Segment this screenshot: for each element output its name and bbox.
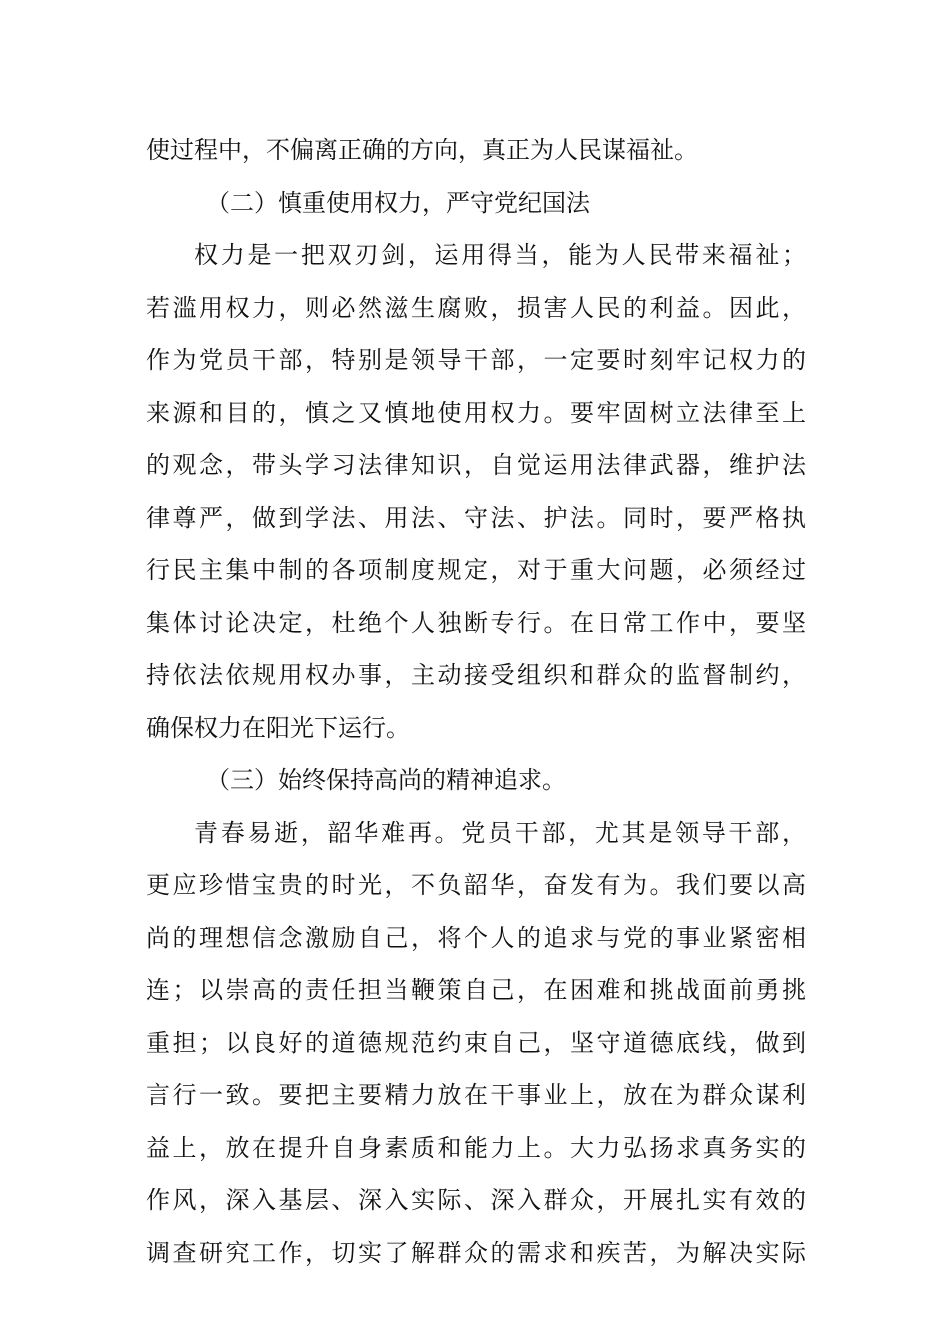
section-heading: （二）慎重使用权力，严守党纪国法 xyxy=(206,188,590,217)
text-line: 作风，深入基层、深入实际、深入群众，开展扎实有效的 xyxy=(146,1186,806,1214)
text-line: 益上，放在提升自身素质和能力上。大力弘扬求真务实的 xyxy=(146,1133,806,1162)
text-line: 使过程中，不偏离正确的方向，真正为人民谋福祉。 xyxy=(146,136,698,164)
text-line: 重担；以良好的道德规范约束自己，坚守道德底线，做到 xyxy=(146,1028,806,1057)
paragraph-first-line: 权力是一把双刃剑，运用得当，能为人民带来福祉； xyxy=(194,241,806,269)
paragraph-first-line: 青春易逝，韶华难再。党员干部，尤其是领导干部， xyxy=(194,818,806,847)
text-line: 若滥用权力，则必然滋生腐败，损害人民的利益。因此， xyxy=(146,293,806,322)
text-line: 言行一致。要把主要精力放在干事业上，放在为群众谋利 xyxy=(146,1081,806,1109)
text-line: 律尊严，做到学法、用法、守法、护法。同时，要严格执 xyxy=(146,503,806,532)
text-line: 来源和目的，慎之又慎地使用权力。要牢固树立法律至上 xyxy=(146,398,806,427)
text-line: 连；以崇高的责任担当鞭策自己，在困难和挑战面前勇挑 xyxy=(146,976,806,1004)
text-line: 集体讨论决定，杜绝个人独断专行。在日常工作中，要坚 xyxy=(146,608,806,637)
text-line: 调查研究工作，切实了解群众的需求和疾苦，为解决实际 xyxy=(146,1238,806,1267)
text-line: 确保权力在阳光下运行。 xyxy=(146,713,410,742)
text-line: 持依法依规用权办事，主动接受组织和群众的监督制约， xyxy=(146,661,806,689)
text-line: 的观念，带头学习法律知识，自觉运用法律武器，维护法 xyxy=(146,451,806,479)
text-line: 作为党员干部，特别是领导干部，一定要时刻牢记权力的 xyxy=(146,346,806,374)
text-line: 行民主集中制的各项制度规定，对于重大问题，必须经过 xyxy=(146,556,806,584)
text-line: 更应珍惜宝贵的时光，不负韶华，奋发有为。我们要以高 xyxy=(146,871,806,899)
text-line: 尚的理想信念激励自己，将个人的追求与党的事业紧密相 xyxy=(146,923,806,952)
section-heading: （三）始终保持高尚的精神追求。 xyxy=(206,766,566,794)
document-body xyxy=(146,124,806,1279)
